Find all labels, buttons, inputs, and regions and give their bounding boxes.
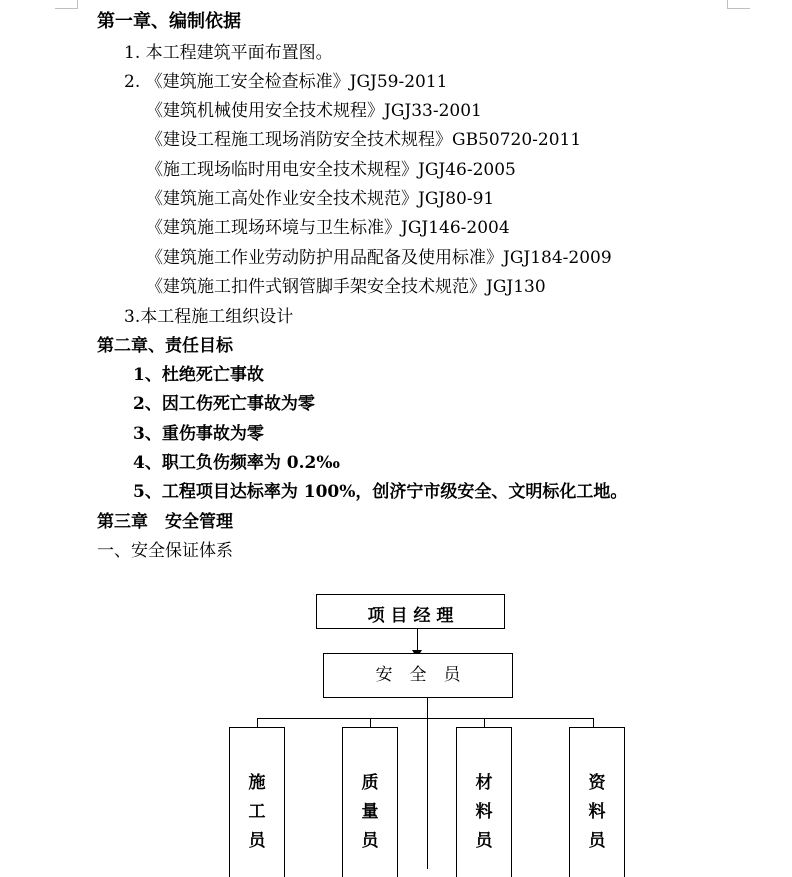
standard-item: 《建筑机械使用安全技术规程》JGJ33-2001 <box>146 101 482 121</box>
org-box-project-manager <box>316 594 505 629</box>
role-char: 员 <box>588 831 606 851</box>
chapter1-item-3: 3.本工程施工组织设计 <box>124 307 294 327</box>
goal-item: 5、工程项目达标率为 100%，创济宁市级安全、文明标化工地。 <box>133 482 628 502</box>
role-char: 料 <box>588 802 606 822</box>
goal-item: 1、杜绝死亡事故 <box>133 365 264 385</box>
standard-item: 《施工现场临时用电安全技术规程》JGJ46-2005 <box>146 160 516 180</box>
role-char: 员 <box>248 831 266 851</box>
role-char: 料 <box>475 802 493 822</box>
goal-item: 2、因工伤死亡事故为零 <box>133 394 315 414</box>
page-corner-mark-left <box>55 0 78 9</box>
goal-item: 4、职工负伤频率为 0.2‰ <box>133 453 340 473</box>
org-box-project-manager-label: 项 目 经 理 <box>367 606 454 626</box>
goal-item: 3、重伤事故为零 <box>133 424 264 444</box>
chapter3-heading: 第三章 安全管理 <box>97 512 233 532</box>
chapter2-heading: 第二章、责任目标 <box>97 336 233 356</box>
connector-middle-trunk <box>427 697 428 869</box>
role-char: 工 <box>248 802 266 822</box>
chapter1-item-1: 1. 本工程建筑平面布置图。 <box>124 43 333 63</box>
page-corner-mark-right <box>727 0 750 9</box>
role-char: 资 <box>588 773 606 793</box>
chapter1-item-2: 2. 《建筑施工安全检查标准》JGJ59-2011 <box>124 72 448 92</box>
role-char: 量 <box>361 802 379 822</box>
standard-item: 《建筑施工现场环境与卫生标准》JGJ146-2004 <box>146 218 510 238</box>
org-box-construction-staff <box>229 727 285 877</box>
role-char: 员 <box>361 831 379 851</box>
org-box-documentation-staff <box>569 727 625 877</box>
chapter3-subheading: 一、安全保证体系 <box>97 541 233 561</box>
standard-item: 《建筑施工作业劳动防护用品配备及使用标准》JGJ184-2009 <box>146 248 612 268</box>
role-char: 质 <box>361 773 379 793</box>
role-char: 材 <box>475 773 493 793</box>
role-char: 员 <box>475 831 493 851</box>
connector-branch-bar <box>257 718 594 719</box>
org-box-safety-officer-label: 安 全 员 <box>375 665 461 685</box>
standard-item: 《建筑施工高处作业安全技术规范》JGJ80-91 <box>146 189 495 209</box>
standard-item: 《建设工程施工现场消防安全技术规程》GB50720-2011 <box>146 130 582 150</box>
org-box-quality-staff <box>342 727 398 877</box>
role-char: 施 <box>248 773 266 793</box>
org-box-materials-staff <box>456 727 512 877</box>
chapter1-heading: 第一章、编制依据 <box>97 11 241 32</box>
standard-item: 《建筑施工扣件式钢管脚手架安全技术规范》JGJ130 <box>146 277 546 297</box>
org-box-safety-officer <box>323 653 513 698</box>
